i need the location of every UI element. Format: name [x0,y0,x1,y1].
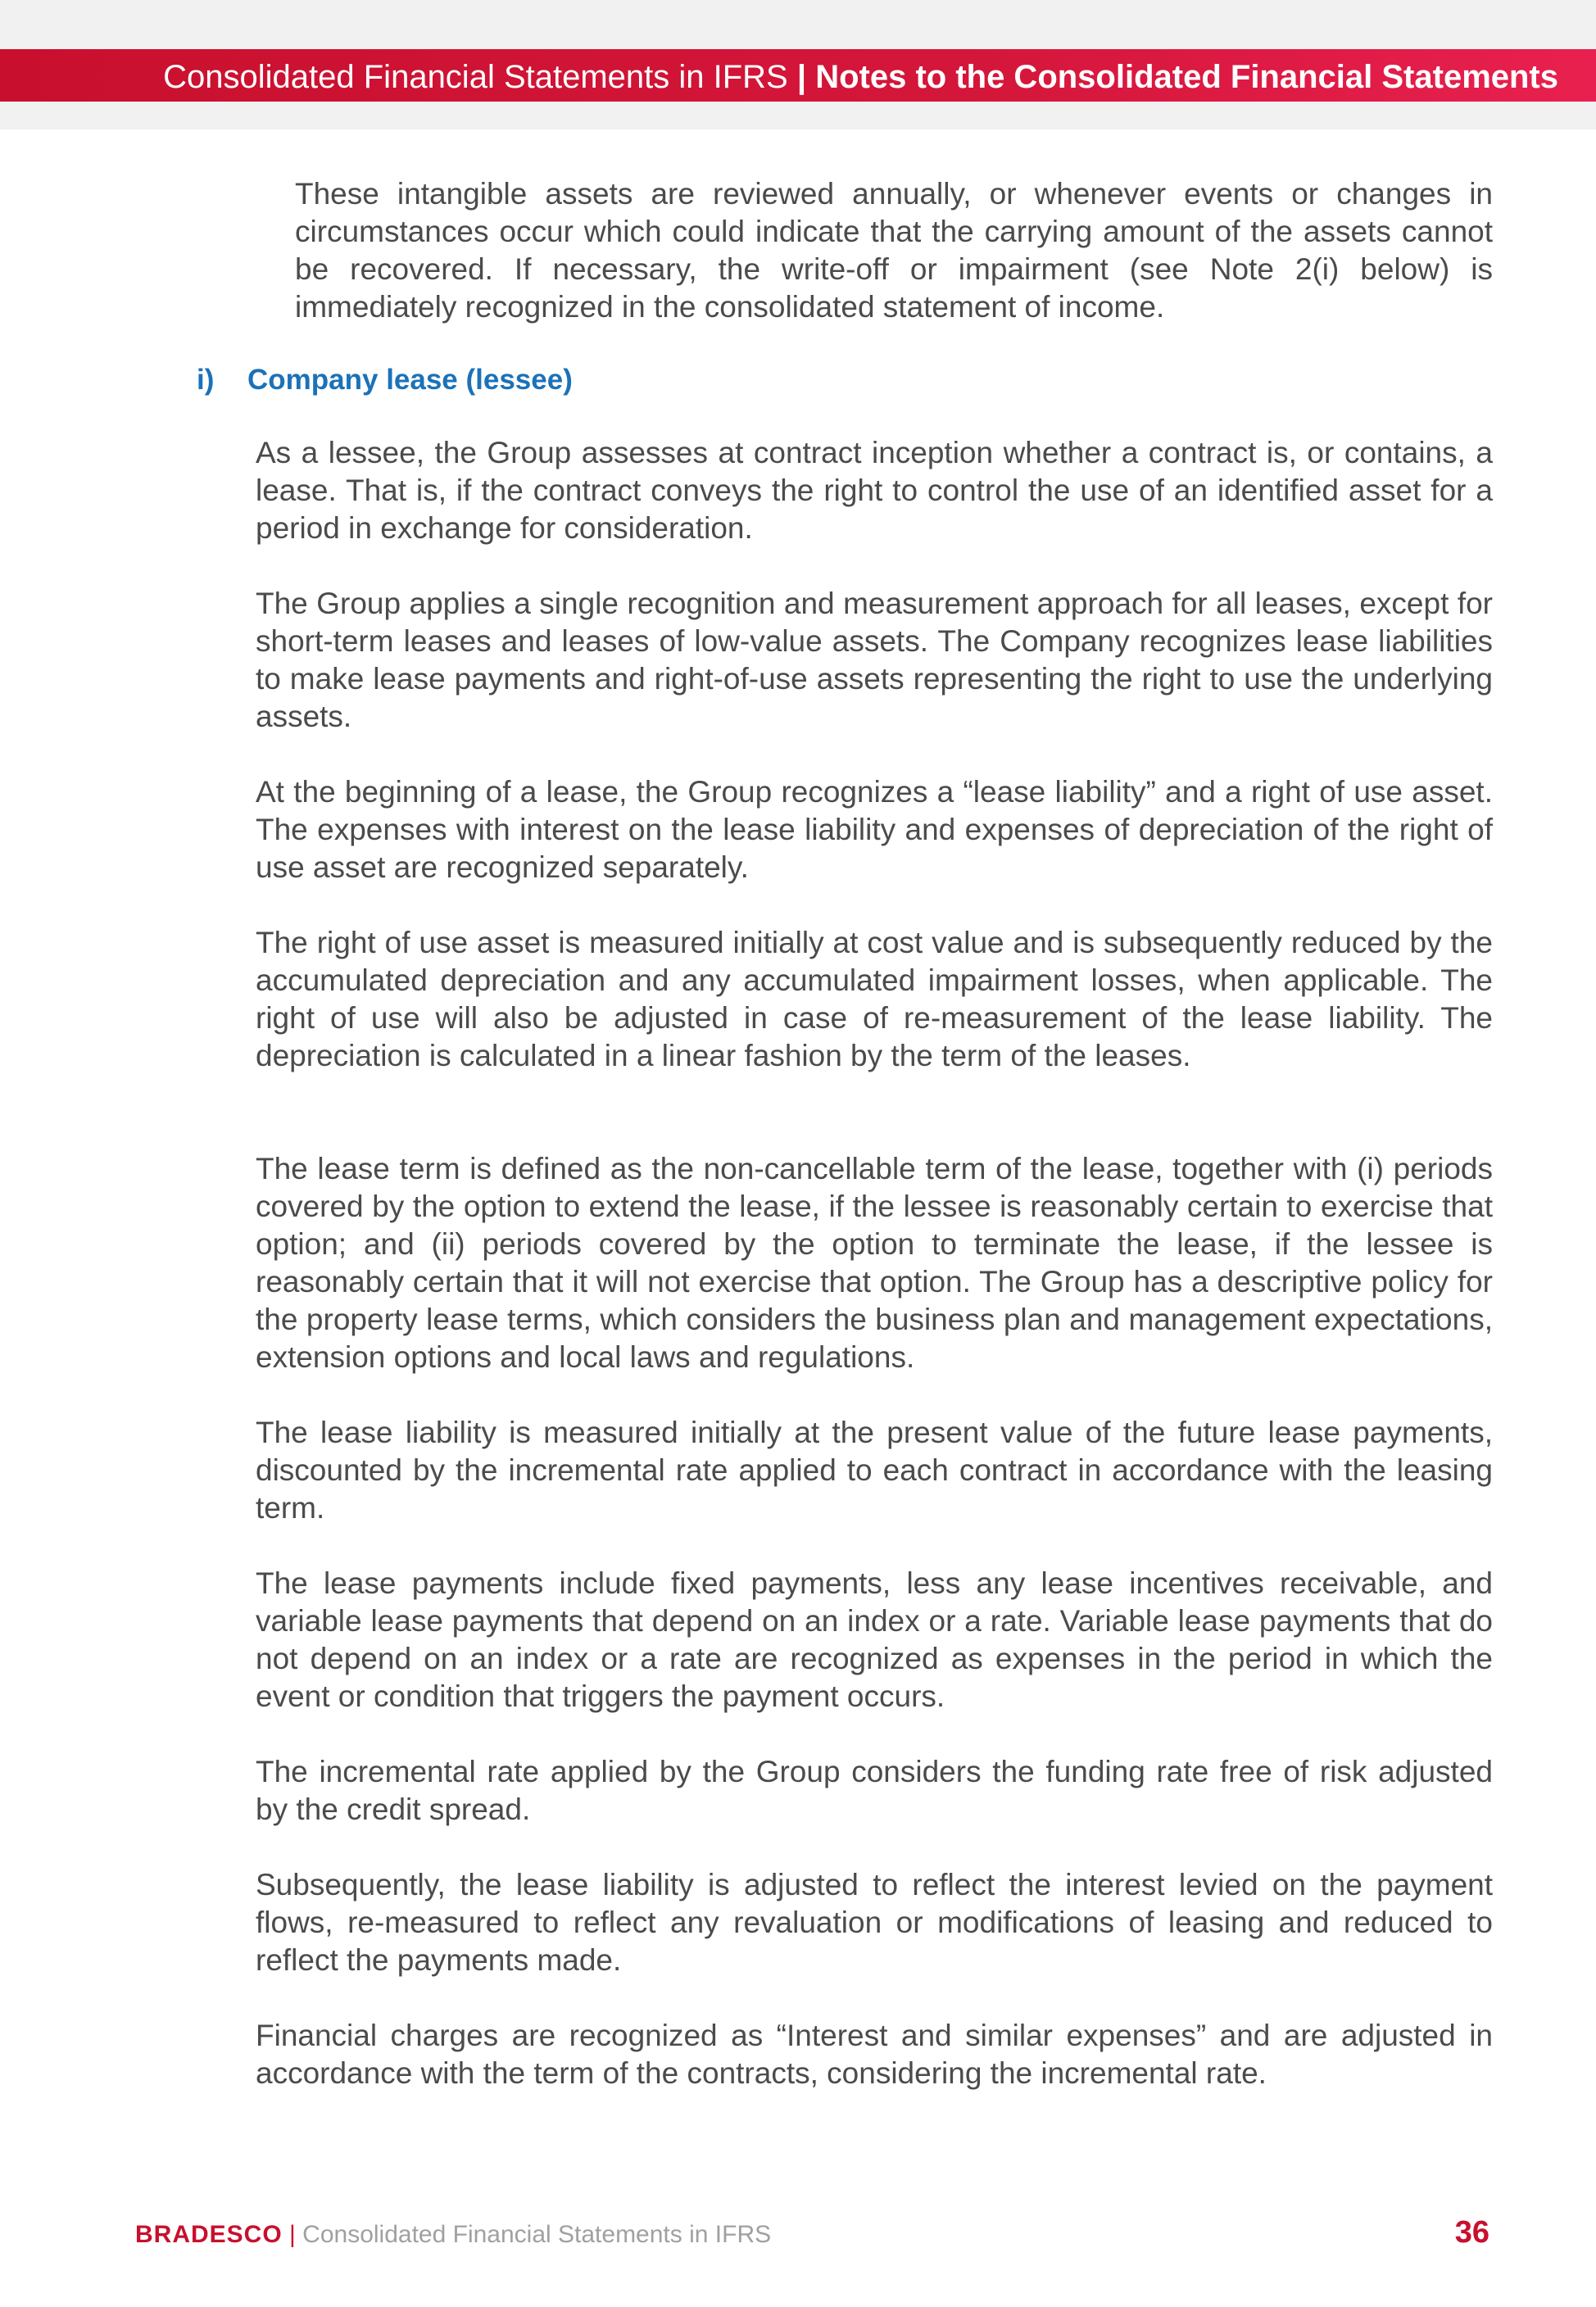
paragraph-recognition-approach: The Group applies a single recognition and measurement approach for all leases, except for short-term leases and leases of low-value assets. The Company recognizes lease liabilities to make lease payments and right-of-use assets representing the right to use the underlying assets. [256,587,1493,733]
section-number: i) [197,364,215,396]
paragraph-lease-payments: The lease payments include fixed payments, less any lease incentives receivable, and variable lease payments that depend on an index or a rate. Variable lease payments that do not depend on an index or a rate are recognized as expenses in the period in which the event or condition that triggers the payment occurs. [256,1566,1493,1713]
page-number: 36 [1454,2215,1489,2250]
paragraph-lease-term: The lease term is defined as the non-cancellable term of the lease, together with (i) periods covered by the option to extend the lease, if the lessee is reasonably certain to exercise that option; and (ii) periods covered by the option to terminate the lease, if the lessee is reasonably certain that it will not exercise that option. The Group has a descriptive policy for the property lease terms, which considers the business plan and management expectations, extension options and local laws and regulations. [256,1152,1493,1374]
footer-brand: BRADESCO [135,2221,283,2248]
paragraph-right-of-use: The right of use asset is measured initially at cost value and is subsequently reduced by the accumulated depreciation and any accumulated impairment losses, when applicable. The right of use will also be adjusted in case of re-measurement of the lease liability. The depreciation is calculated in a linear fashion by the term of the leases. [256,926,1493,1072]
intro-paragraph: These intangible assets are reviewed annually, or whenever events or changes in circumstances occur which could indicate that the carrying amount of the assets cannot be recovered. If necessary, the write-off or impairment (see Note 2(i) below) is immediately recognized in the consolidated statement of income. [295,177,1493,324]
header-title [163,57,1558,97]
header-under-strip [0,102,1596,129]
paragraph-incremental-rate: The incremental rate applied by the Group considers the funding rate free of risk adjusted by the credit spread. [256,1755,1493,1826]
footer-separator: | [289,2221,296,2248]
header-separator: | [796,59,807,95]
paragraph-lease-beginning: At the beginning of a lease, the Group recognizes a “lease liability” and a right of use asset. The expenses with interest on the lease liability and expenses of depreciation of the right of use asset are recognized separately. [256,775,1493,884]
section-title: Company lease (lessee) [247,364,573,396]
footer [135,2217,771,2253]
header-title-right: Notes to the Consolidated Financial Statements [815,59,1558,95]
paragraph-lessee-assessment: As a lessee, the Group assesses at contract inception whether a contract is, or contains, a lease. That is, if the contract conveys the right to control the use of an identified asset for a period in exchange for consideration. [256,436,1493,545]
section-heading [197,361,573,399]
footer-doc-title: Consolidated Financial Statements in IFRS [302,2221,772,2248]
paragraph-financial-charges: Financial charges are recognized as “Interest and similar expenses” and are adjusted in accordance with the term of the contracts, considering the incremental rate. [256,2019,1493,2090]
paragraph-lease-liability: The lease liability is measured initially at the present value of the future lease payments, discounted by the incremental rate applied to each contract in accordance with the leasing term. [256,1416,1493,1525]
top-margin-strip [0,0,1596,49]
header-title-left: Consolidated Financial Statements in IFRS [163,59,788,95]
paragraph-subsequent-measurement: Subsequently, the lease liability is adjusted to reflect the interest levied on the payment flows, re-measured to reflect any revaluation or modifications of leasing and reduced to reflect the payments made. [256,1868,1493,1977]
